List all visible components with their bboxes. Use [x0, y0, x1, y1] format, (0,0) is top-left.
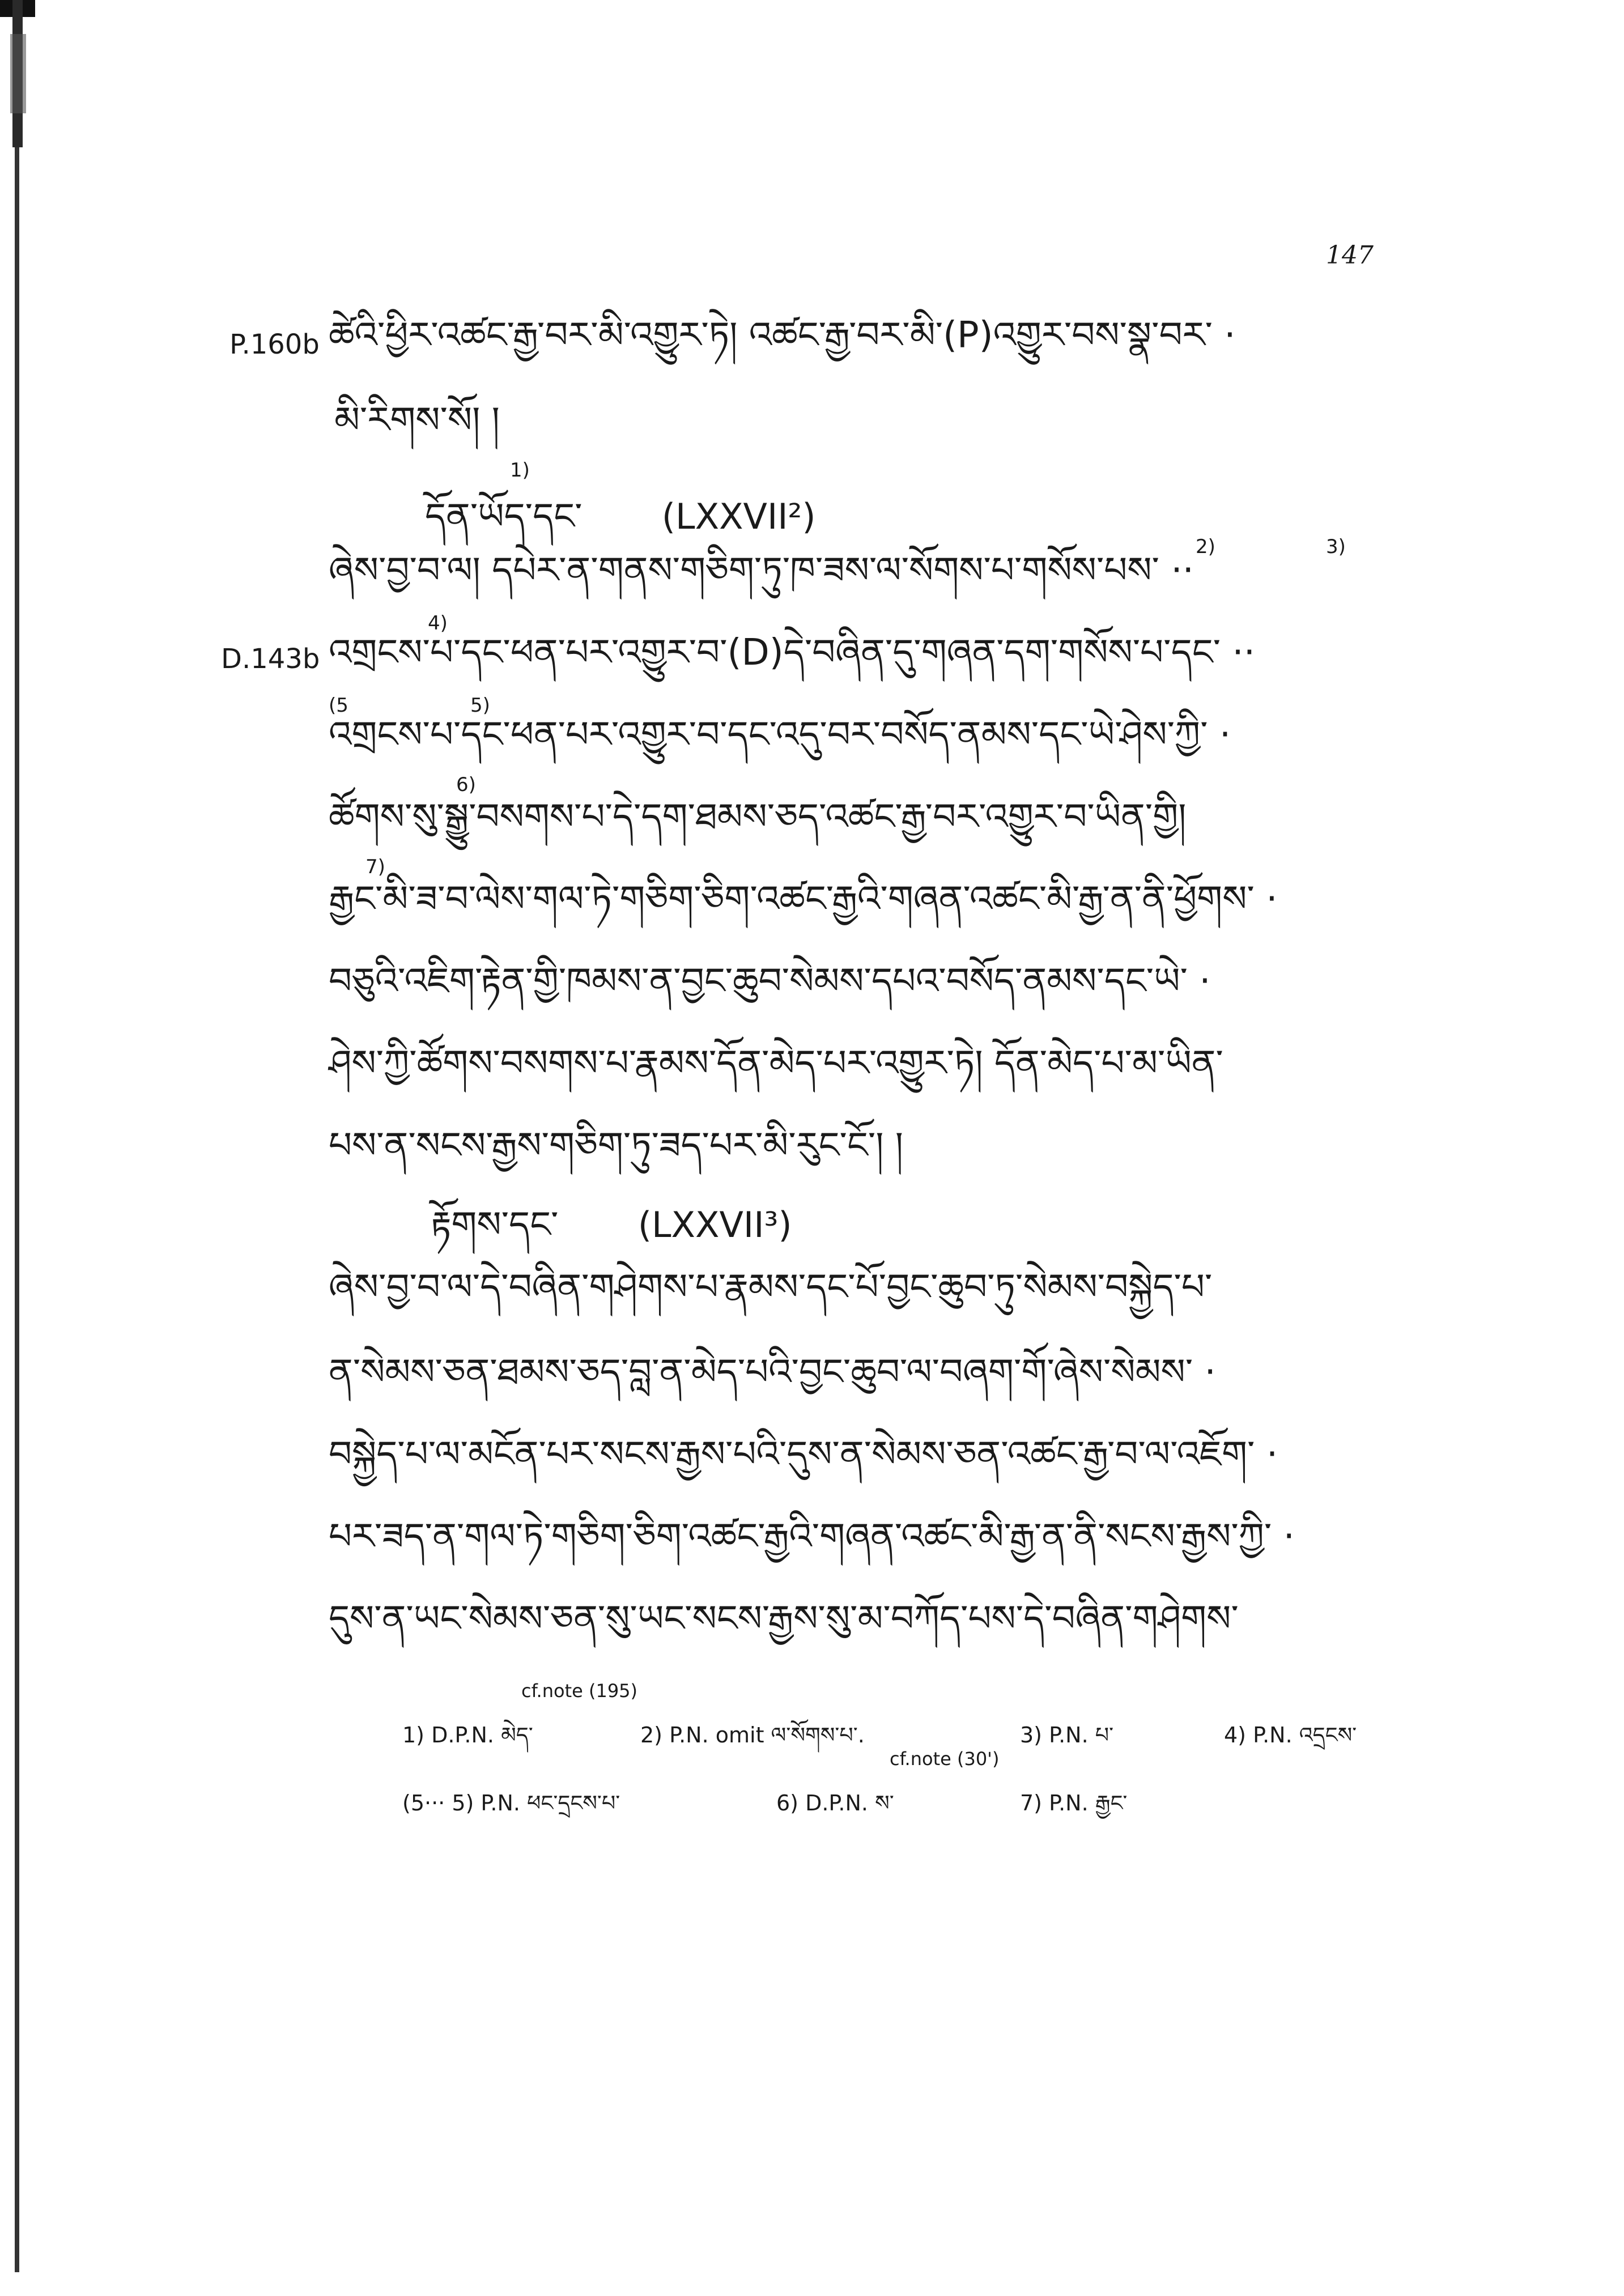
footnote-5: (5··· 5) P.N. ཕང་དྲངས་པ་ [402, 1791, 620, 1815]
footnote-mark-5-close: 5) [470, 694, 490, 717]
heading-1-roman: (LXXVII²) [661, 496, 816, 537]
text-line-10: པས་ན་སངས་རྒྱས་གཅིག་ཏུ་ཟད་པར་མི་རུང་ངོ་། ། [329, 1125, 904, 1167]
footnote-mark-4: 4) [428, 612, 448, 635]
margin-ref-p160b: P.160b [229, 329, 320, 360]
text-line-13: བསྐྱེད་པ་ལ་མངོན་པར་སངས་རྒྱས་པའི་དུས་ན་སེམས་ཅན་འཚང་རྒྱ་བ་ལ་འཇོག་ · [329, 1434, 1278, 1476]
text-line-1: ཚེའི་ཕྱིར་འཚང་རྒྱ་བར་མི་འགྱུར་ཏེ། འཚང་རྒྱ་བར་མི་(P)འགྱུར་བས་སྣ་བར་ · [329, 314, 1236, 356]
text-line-15: དུས་ན་ཡང་སེམས་ཅན་སུ་ཡང་སངས་རྒྱས་སུ་མ་བཀོད་པས་དེ་བཞིན་གཤེགས་ [329, 1598, 1239, 1640]
footnote-mark-3: 3) [1326, 535, 1346, 558]
footnote-crossref-2: cf.note (30') [890, 1748, 1000, 1770]
text-line-9: ཤེས་ཀྱི་ཚོགས་བསགས་པ་རྣམས་དོན་མེད་པར་འགྱུར་ཏེ། དོན་མེད་པ་མ་ཡིན་ [329, 1043, 1223, 1085]
footnote-4: 4) P.N. འདྲངས་ [1224, 1723, 1357, 1747]
footnote-crossref-1: cf.note (195) [521, 1680, 638, 1702]
text-line-11: ཞེས་བྱ་བ་ལ་དེ་བཞིན་གཤེགས་པ་རྣམས་དང་པོ་བྱང་ཆུབ་ཏུ་སེམས་བསྐྱེད་པ་ [329, 1266, 1213, 1308]
text-line-3: ཞེས་བྱ་བ་ལ། དཔེར་ན་གནས་གཅིག་ཏུ་ཁ་ཟས་ལ་སོགས་པ་གསོས་པས་ ·· [329, 550, 1194, 592]
page-number: 147 [1326, 241, 1374, 270]
text-line-12: ན་སེམས་ཅན་ཐམས་ཅད་བླ་ན་མེད་པའི་བྱང་ཆུབ་ལ་བཞག་གོ་ཞེས་སེམས་ · [329, 1351, 1216, 1393]
heading-1-footnote-mark: 1) [510, 459, 530, 482]
footnote-7: 7) P.N. རྒྱང་ [1020, 1791, 1128, 1815]
margin-ref-d143b: D.143b [221, 643, 320, 675]
footnote-6: 6) D.P.N. ས་ [776, 1791, 894, 1815]
scan-edge [0, 0, 40, 2296]
footnote-mark-7: 7) [365, 856, 385, 878]
text-line-2: མི་རིགས་སོ། ། [334, 399, 500, 441]
heading-1-tibetan: དོན་ཡོད་དང་ [425, 496, 583, 538]
footnote-mark-2: 2) [1196, 535, 1215, 558]
text-line-5: འགྲངས་པ་དང་ཕན་པར་འགྱུར་བ་དང་འདུ་བར་བསོད་ནམས་དང་ཡེ་ཤེས་ཀྱི་ · [329, 714, 1231, 756]
text-line-14: པར་ཟད་ན་གལ་ཏེ་གཅིག་ཅིག་འཚང་རྒྱའི་གཞན་འཚང་མི་རྒྱ་ན་ནི་སངས་རྒྱས་ཀྱི་ · [329, 1516, 1295, 1558]
footnote-1: 1) D.P.N. མེད་ [402, 1723, 533, 1747]
footnote-3: 3) P.N. པ་ [1020, 1723, 1114, 1747]
text-line-4: འགྲངས་པ་དང་ཕན་པར་འགྱུར་བ་(D)དེ་བཞིན་དུ་གཞན་དག་གསོས་པ་དང་ ·· [329, 632, 1256, 674]
text-line-6: ཚོགས་སུ་སྒྱུ་བསགས་པ་དེ་དག་ཐམས་ཅད་འཚང་རྒྱ་བར་འགྱུར་བ་ཡིན་གྱི། [329, 796, 1187, 838]
heading-2-roman: (LXXVII³) [637, 1204, 792, 1245]
text-line-8: བཅུའི་འཇིག་རྟེན་གྱི་ཁམས་ན་བྱང་ཆུབ་སེམས་དཔའ་བསོད་ནམས་དང་ཡེ་ · [329, 960, 1211, 1002]
footnote-2: 2) P.N. omit ལ་སོགས་པ་. [640, 1723, 865, 1747]
text-line-7: རྒྱང་མི་ཟ་བ་ལེས་གལ་ཏེ་གཅིག་ཅིག་འཚང་རྒྱའི་གཞན་འཚང་མི་རྒྱ་ན་ནི་ཕྱོགས་ · [329, 878, 1278, 920]
footnote-mark-5-open: (5 [329, 694, 348, 717]
heading-2-tibetan: རྟོགས་དང་ [431, 1204, 559, 1246]
footnote-mark-6: 6) [456, 773, 476, 796]
